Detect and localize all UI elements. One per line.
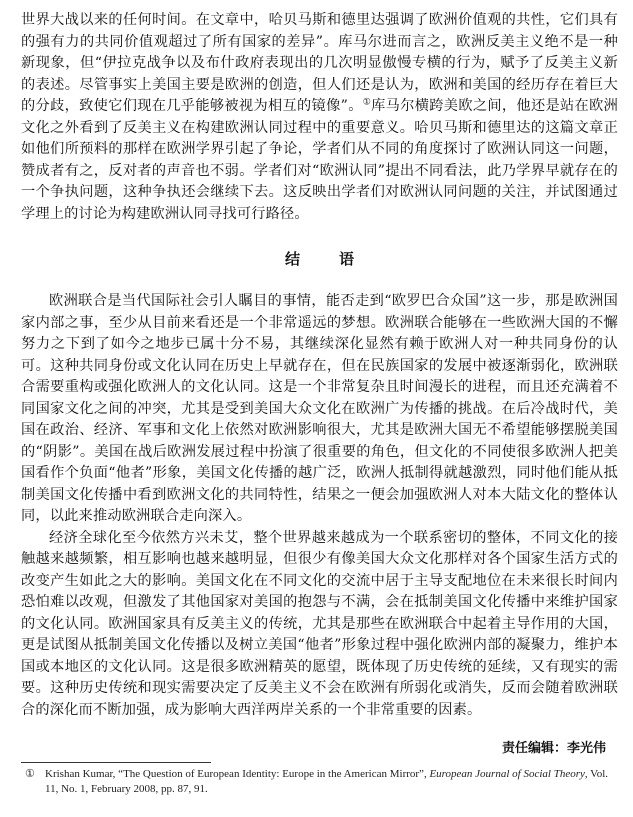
article-page <box>21 10 618 797</box>
paragraph-text: 库马尔横跨美欧之间，他还是站在欧洲文化之外看到了反美主义在构建欧洲认同过程中的重要意义。哈贝马斯和德里达的这篇文章正如他们所预料的那样在欧洲学界引起了争论，学者们从不同的角度探讨了欧洲认同这一问题，赞成者有之，反对者的声音也不弱。学者们对“欧洲认同”提出不同看法，此乃学界早就存在的一个争执问题，这种争执还会继续下去。这反映出学者们对欧洲认同问题的关注，并试图通过学理上的讨论为构建欧洲认同寻找可行路径。 <box>21 98 618 222</box>
footnote-divider <box>21 762 211 763</box>
footnote-marker: ① <box>25 768 35 780</box>
footnote-journal-title: European Journal of Social Theory <box>429 768 585 780</box>
section-heading-conclusion: 结 语 <box>284 250 366 268</box>
conclusion-paragraph-1: 欧洲联合是当代国际社会引人瞩目的事情，能否走到“欧罗巴合众国”这一步，那是欧洲国家内部之事，至少从目前来看还是一个非常遥远的梦想。欧洲联合能够在一些欧洲大国的不懈努力之下到了如今之地步已属十分不易，其继续深化显然有赖于欧洲人对一种共同身份的认可。这种共同身份或文化认同在历史上早就存在，但在民族国家的发展中被逐渐弱化，欧洲联合需要重构或强化欧洲人的文化认同。这是一个非常复杂且时间漫长的进程，而且还充满着不同国家文化之间的冲突，尤其是受到美国大众文化在欧洲广为传播的挑战。在后冷战时代，美国在政治、经济、军事和文化上依然对欧洲影响很大，尤其是欧洲大国无不希望能够摆脱美国的“阴影”。美国在战后欧洲发展过程中扮演了很重要的角色，但文化的不同使很多欧洲人把美国看作个负面“他者”形象，美国文化传播的越广泛，欧洲人抵制得就越激烈，同时他们能从抵制美国文化传播中看到欧洲文化的共同特性，结果之一便会加强欧洲人对本大陆文化的整体认同，以此来推动欧洲联合走向深入。 <box>21 293 618 524</box>
footnote-reference[interactable]: ① <box>362 97 372 108</box>
footnote-citation-details: , Vol. 11, No. 1, February 2008, pp. 87, 91. <box>45 768 609 795</box>
conclusion-paragraph-2: 经济全球化至今依然方兴未艾，整个世界越来越成为一个联系密切的整体，不同文化的接触越来越频繁，相互影响也越来越明显，但很少有像美国大众文化那样对各个国家生活方式的改变产生如此之大的影响。美国文化在不同文化的交流中居于主导支配地位在未来很长时间内恐怕难以改观，但激发了其他国家对美国的抱怨与不满，会在抵制美国文化传播中来维护国家的文化认同。欧洲国家具有反美主义的传统，尤其是那些在欧洲联合中起着主导作用的大国，更是试图从抵制美国文化传播以及树立美国“他者”形象过程中强化欧洲内部的凝聚力，维护本国或本地区的文化认同。这是很多欧洲精英的愿望，既体现了历史传统的延续，又有现实的需要。这种历史传统和现实需要决定了反美主义不会在欧洲有所弱化或消失，反而会随着欧洲联合的深化而不断加强，成为影响大西洋两岸关系的一个非常重要的因素。 <box>21 529 618 718</box>
responsible-editor: 责任编辑：李光伟 <box>501 741 606 756</box>
body-paragraph-continuation <box>21 10 618 225</box>
paragraph-text: 世界大战以来的任何时间。在文章中，哈贝马斯和德里达强调了欧洲价值观的共性，它们具有的强有力的共同价值观超过了所有国家的差异”。库马尔进而言之，欧洲反美主义绝不是一种新现象，但“伊拉克战争以及布什政府表现出的几次明显傲慢专横的行为，赋予了反美主义新的表述。尽管事实上美国主要是欧洲的创造，但人们还是认为，欧洲和美国的经历存在着巨大的分歧，致使它们现在几乎能够被视为相互的镜像”。 <box>21 12 618 114</box>
footnote <box>21 767 618 797</box>
footnote-citation: Krishan Kumar, “The Question of European Identity: Europe in the American Mirror”, <box>45 768 430 780</box>
